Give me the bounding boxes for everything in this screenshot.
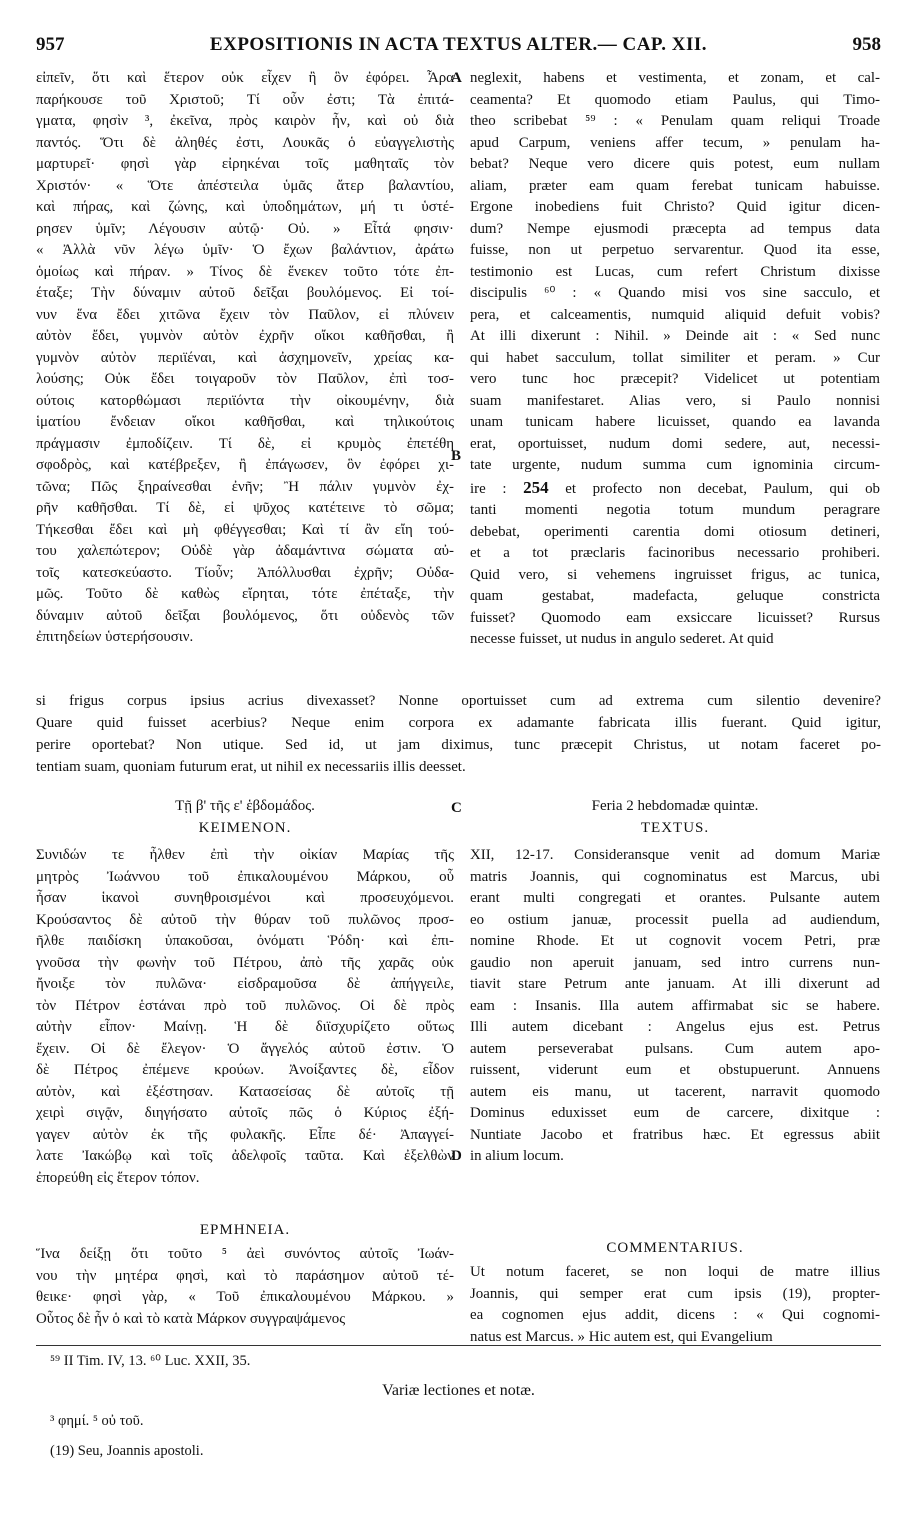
greek-line: νυν ἕνα ἔδει χιτῶνα ἔχειν τὸν Παῦλον, εἰ πλύνειν [36,306,454,323]
greek-scripture-line: τὸν Πέτρον ἑστάναι πρὸ τοῦ πυλῶνος. Οἱ δὲ πρὸς [36,997,454,1014]
latin-line: apud Carpum, veniens affer tecum, » penulam ha- [470,134,880,151]
latin-commentary-line: Ut notum faceret, se non loqui de matre illius [470,1264,880,1280]
margin-letter-a: A [451,70,462,86]
latin-line-fragment: et profecto non decebat, Paulum, qui ob [565,480,880,497]
greek-line: μῶς. Τοῦτο δὲ καθὼς εἴρηται, τότε ἐπέταξε, τὴν [36,586,454,602]
greek-scripture-line: αὐτὸν, καὶ ἐξέστησαν. Κατασείσας δὲ αὐτοῖς τῇ [36,1083,454,1100]
latin-scripture-line: Illi autem dicebant : Angelus ejus est. Petrus [470,1019,880,1035]
latin-text-heading: TEXTUS. [640,820,710,836]
greek-line: αὐτὸν ἔδει, γυμνὸν αὐτὸν ἐχρῆν οἴκοι καθῆσθαι, ἢ [36,328,454,344]
right-page-number: 958 [852,34,881,55]
latin-scripture-line: Nuntiate Jacobo et fratribus hæc. Et egressus abiit [470,1126,880,1143]
latin-line: Quid vero, si vehemens ingruisset frigus, ac tunica, [470,566,880,583]
latin-scripture-line: eo ostium januæ, processit puella ad audiendum, [470,911,880,928]
greek-scripture-line: ἦσαν ἱκανοὶ συνηθροισμένοι καὶ προσευχόμενοι. [36,890,454,906]
latin-scripture-line: XII, 12-17. Consideransque venit ad domum Mariæ [470,847,880,863]
greek-line: « Ἀλλὰ νῦν λέγω ὑμῖν· Ὁ ἔχων βαλάντιον, ἀράτω [36,242,454,258]
latin-commentary-line: ea cognomen ejus addit, dicens : « Qui cognomi- [470,1307,880,1323]
greek-commentary-line: Οὗτος δὲ ἦν ὁ καὶ τὸ κατὰ Μάρκον συγγραψάμενος [36,1310,346,1327]
greek-scripture-line: γαγεν αὐτὸν ἐκ τῆς φυλακῆς. Εἶπε δέ· Ἀπαγγεί- [36,1126,454,1143]
greek-line: δύναμιν αὐτοῦ δεῖξαι βουλόμενος, ὅτι οὐδενὸς τῶν [36,607,454,624]
greek-line: τοῖς κατεσκεύαστο. Τίοὖν; Ἀπόλλυσθαι ἐχρῆν; Οὐδα- [36,564,454,581]
latin-line: erat, oportuisset, nudum domi sedere, aut, necessi- [470,435,880,452]
latin-line: aliam, præter eam quam ferebat tunicam habuisse. [470,177,880,194]
greek-day-heading: Τῇ β' τῆς ε' ἑβδομάδος. [175,798,315,814]
latin-scripture-line: in alium locum. [470,1148,564,1164]
full-width-line: si frigus corpus ipsius acrius divexasset? Nonne oportuisset cum ad extrema cum silentio devenire? [36,693,881,709]
latin-commentary-line: natus est Marcus. » Hic autem est, qui Evangelium [470,1328,773,1345]
latin-line: tanti momenti negotia totum mundum peragrare [470,502,880,518]
greek-scripture [36,845,454,1195]
latin-commentary-heading: COMMENTARIUS. [606,1240,744,1256]
left-page-number: 957 [36,34,65,55]
latin-line [470,477,880,501]
greek-line: ούτοις κατορθώμασι περιϊόντα τὴν οἰκουμένην, διὰ [36,392,454,409]
greek-line: ἱματίου ἔνδειαν οἴκοι καθῆσθαι, καὶ τηλικούτοις [36,414,454,430]
margin-letter-c: C [451,800,462,816]
greek-line: γματα, φησὶν ³, ἐκεῖνα, πρὸς καιρὸν ἦν, καὶ οὐ διὰ [36,113,454,129]
latin-line: fuisset? Quomodo eam exsiccare licuisset? Rursus [470,609,880,626]
column-number-marker: 254 [523,477,549,497]
latin-line: bebat? Neque vero dicere quis potest, eum nullam [470,156,880,172]
greek-line: του χαλεπώτερον; Οὐδὲ γὰρ ἀδαμάντινα σώματα αὐ- [36,543,454,559]
latin-scripture-line: erant multi congregati et orantes. Pulsante autem [470,890,880,906]
greek-line: τῶνα; Πῶς ξηραίνεσθαι ἐνῆν; Ἢ πάλιν γυμνὸν ἐχ- [36,478,454,495]
greek-commentary-heading: ΕΡΜΗΝΕΙΑ. [199,1222,291,1238]
footnote-rule [36,1345,881,1346]
full-width-text [36,690,881,778]
variae-heading: Variæ lectiones et notæ. [382,1382,535,1399]
latin-scripture-line: gaudio non aperuit januam, sed intro currens nun- [470,954,880,971]
latin-scripture-line: nomine Rhode. Et ut cognovit vocem Petri, præ [470,933,880,949]
greek-line: παρήκουσε τοῦ Χριστοῦ; Τί οὖν ἐστι; Τὰ ἐπιτά- [36,91,454,108]
greek-scripture-line: λατε Ἰακώβῳ καὶ τοῖς ἀδελφοῖς ταῦτα. Καὶ ἐξελθὼν [36,1148,454,1164]
latin-line: neglexit, habens et vestimenta, et zonam, et cal- [470,70,880,86]
latin-line: At illi dixerunt : Nihil. » Deinde ait : « Sed nunc [470,328,880,344]
latin-commentary-line: Joannis, qui semper erat cum ipsis (19), propter- [470,1285,880,1302]
greek-scripture-line: ῆλθε παιδίσκη ὑπακοῦσαι, ὀνόματι Ῥόδη· καὶ ἐπι- [36,933,454,949]
greek-line: παντός. Ὅτι δὲ ἀληθές ἐστι, Λουκᾶς ὁ εὐαγγελιστὴς [36,134,454,151]
latin-scripture-line: Dominus eduxisset eum de carcere, dixitque : [470,1105,880,1121]
latin-line: discipulis ⁶⁰ : « Quando misi vos sine sacculo, et [470,285,880,301]
footnotes [50,1350,870,1372]
latin-day-heading: Feria 2 hebdomadæ quintæ. [591,798,759,814]
greek-line: σφοδρὸς, καὶ κατέβρεξεν, ἢ ἐπάγωσεν, ὃν ἐφόρει χι- [36,457,454,473]
scripture-references: ⁵⁹ II Tim. IV, 13. ⁶⁰ Luc. XXII, 35. [50,1353,251,1369]
greek-scripture-line: δὲ Πέτρος ἐπέμενε κρούων. Ἀνοίξαντες δὲ, εἶδον [36,1062,454,1078]
greek-commentary-line: νου τὴν μητέρα φησὶ, καὶ τὸ παράσημον αὐτοῦ τέ- [36,1267,454,1284]
latin-commentary [470,1262,880,1352]
latin-line: dum? Nempe ejusmodi præcepta ad tempus data [470,220,880,237]
latin-line: suam manifestaret. Alias vero, si Paulo nonnisi [470,392,880,409]
greek-scripture-line: Συνιδών τε ἦλθεν ἐπὶ τὴν οἰκίαν Μαρίας τῆς [36,847,454,863]
latin-scripture-line: matris Joannis, qui cognominatus est Marcus, ubi [470,868,880,885]
greek-commentary-line: θεικε· φησὶ γὰρ, « Τοῦ ἐπικαλουμένου Μάρκου. » [36,1289,454,1305]
latin-line: theo scribebat ⁵⁹ : « Penulam quam reliqui Troade [470,113,880,129]
greek-scripture-line: ἔχειν. Οἱ δὲ ἔλεγον· Ὁ ἄγγελός αὐτοῦ ἐστιν. Ὁ [36,1040,454,1057]
latin-line: pera, et calceamentis, numquid aliquid defuit vobis? [470,306,880,323]
greek-commentary [36,1244,454,1334]
greek-line: Τήκεσθαι ἔδει καὶ μὴ φθέγγεσθαι; Καὶ τί ἂν εἴη τού- [36,521,454,538]
greek-scripture-line: αὐτὴν εἶπον· Μαίνῃ. Ἡ δὲ διϊσχυρίζετο οὕτως [36,1019,454,1035]
latin-line: necesse fuisset, ut nudus in angulo sederet. At quid [470,631,774,647]
latin-line: testimonio est Lucas, cum refert Christum dixisse [470,263,880,280]
greek-line: λούσης; Οὐκ ἔδει τοιγαροῦν τὸν Παῦλον, ἐπὶ τοσ- [36,371,454,387]
margin-letter-d: D [451,1148,462,1164]
latin-scripture-line: autem perseverabat pulsans. Cum autem apo- [470,1040,880,1057]
greek-scripture-line: ἐπορεύθη εἰς ἕτερον τόπον. [36,1169,200,1186]
greek-line: γυμνὸν αὐτὸν περιϊέναι, καὶ ἀσχημονεῖν, χρείας κα- [36,349,454,366]
running-title: EXPOSITIONIS IN ACTA TEXTUS ALTER.— CAP. XII. [209,34,708,55]
latin-scripture-line: ruissent, viderunt eum et obstupuerunt. Annuens [470,1062,880,1078]
latin-line: quam gestabat, madefacta, geluque constricta [470,588,880,604]
greek-line: ἐπιτηδείων ὑστερήσουσιν. [36,629,194,645]
latin-column-top [470,68,880,690]
greek-line: καὶ πήρας, καὶ ζώνης, καὶ ὑποδημάτων, μή τι ὑστέ- [36,199,454,215]
latin-line: unam tunicam habere licuisset, quando ea lavanda [470,414,880,430]
latin-line-fragment: ire : [470,480,507,497]
greek-line: πράγμασιν ἐμποδίζειν. Τί δὲ, εἰ κρυμὸς ἐπετέθη [36,435,454,452]
greek-commentary-line: Ἵνα δείξῃ ὅτι τοῦτο ⁵ ἀεὶ συνόντος αὐτοῖς Ἰωάν- [36,1246,454,1262]
latin-scripture-line: eam : Insanis. Illa autem affirmabat sic se habere. [470,997,880,1014]
latin-scripture [470,845,880,1175]
latin-line: debebat, operimenti carentia domi otiosum detineri, [470,523,880,540]
greek-line: έταξε; Τὴν δύναμιν αὐτοῦ δεῖξαι βουλόμενος. Εἰ τοί- [36,285,454,301]
latin-line: fuisse, non ut perpetuo servarentur. Quod ita esse, [470,242,880,258]
greek-text-heading: ΚΕΙΜΕΝΟΝ. [198,820,292,836]
margin-letter-b: B [451,448,462,464]
full-width-line: tentiam suam, quoniam futurum erat, ut nihil ex necessariis illis deesset. [36,759,466,775]
full-width-line: perire oportebat? Non utique. Sed id, ut jam diximus, tunc præcepit Christus, ut notam faceret po- [36,737,881,753]
greek-line: εἰπεῖν, ὅτι καὶ ἕτερον οὐκ εἶχεν ἢ ὃν ἐφόρει. Ἆρα [36,70,454,86]
greek-scripture-line: γνοῦσα τὴν φωνὴν τοῦ Πέτρου, ἀπὸ τῆς χαρᾶς οὐκ [36,954,454,971]
full-width-line: Quare quid fuisset acerbius? Neque enim corpora ex adamante fabricata illis fuerant. Quid igitur, [36,715,881,731]
latin-scripture-line: autem eis manu, ut tacerent, narravit quomodo [470,1083,880,1100]
note-19: (19) Seu, Joannis apostoli. [50,1443,204,1459]
greek-line: ρῆν καθῆσθαι. Τί δὲ, εἰ ψῦχος κατέτεινε τὸ σῶμα; [36,500,454,516]
greek-line: ὁμοίως καὶ πήραν. » Τίνος δὲ ἕνεκεν τοῦτο τότε ἐπ- [36,263,454,280]
latin-line: et a tot præclaris facinoribus necessario prohiberi. [470,545,880,561]
greek-line: μαρτυρεῖ· φησὶ γὰρ εἰρηκέναι τοῖς μαθηταῖς τὸν [36,156,454,172]
greek-line: Χριστόν· « Ὅτε ἀπέστειλα ὑμᾶς ἄτερ βαλαντίου, [36,177,454,194]
greek-scripture-line: Κρούσαντος δὲ αὐτοῦ τὴν θύραν τοῦ πυλῶνος προσ- [36,911,454,928]
latin-line: tate urgente, nudum summa cum ignominia circum- [470,457,880,473]
greek-scripture-line: μητρὸς Ἰωάννου τοῦ ἐπικαλουμένου Μάρκου, οὗ [36,868,454,885]
page-header [36,34,881,64]
variant-readings [50,1410,870,1432]
greek-column-top [36,68,454,668]
latin-scripture-line: tiavit stare Petrum ante januam. At illi dixerunt ad [470,976,880,992]
greek-scripture-line: ἤνοιξε τὸν πυλῶνα· εἰσδραμοῦσα δὲ ἀπήγγειλε, [36,976,454,992]
variant-line: ³ φημί. ⁵ οὐ τοῦ. [50,1413,144,1429]
editor-note [50,1440,870,1462]
latin-line: qui habet sacculum, tollat similiter et peram. » Cur [470,349,880,366]
latin-line: vero tunc hoc præcepit? Videlicet ut potentiam [470,371,880,387]
latin-line: ceamenta? Et quomodo etiam Paulus, qui Timo- [470,91,880,108]
latin-line: Ergone inobediens fuit Christo? Quid igitur dicen- [470,199,880,215]
greek-scripture-line: χειρὶ σιγᾷν, διηγήσατο αὐτοῖς πῶς ὁ Κύριος ἐξή- [36,1105,454,1121]
greek-line: ρησεν ὑμῖν; Λέγουσιν αὐτῷ· Οὐ. » Εἶτά φησιν· [36,220,454,237]
